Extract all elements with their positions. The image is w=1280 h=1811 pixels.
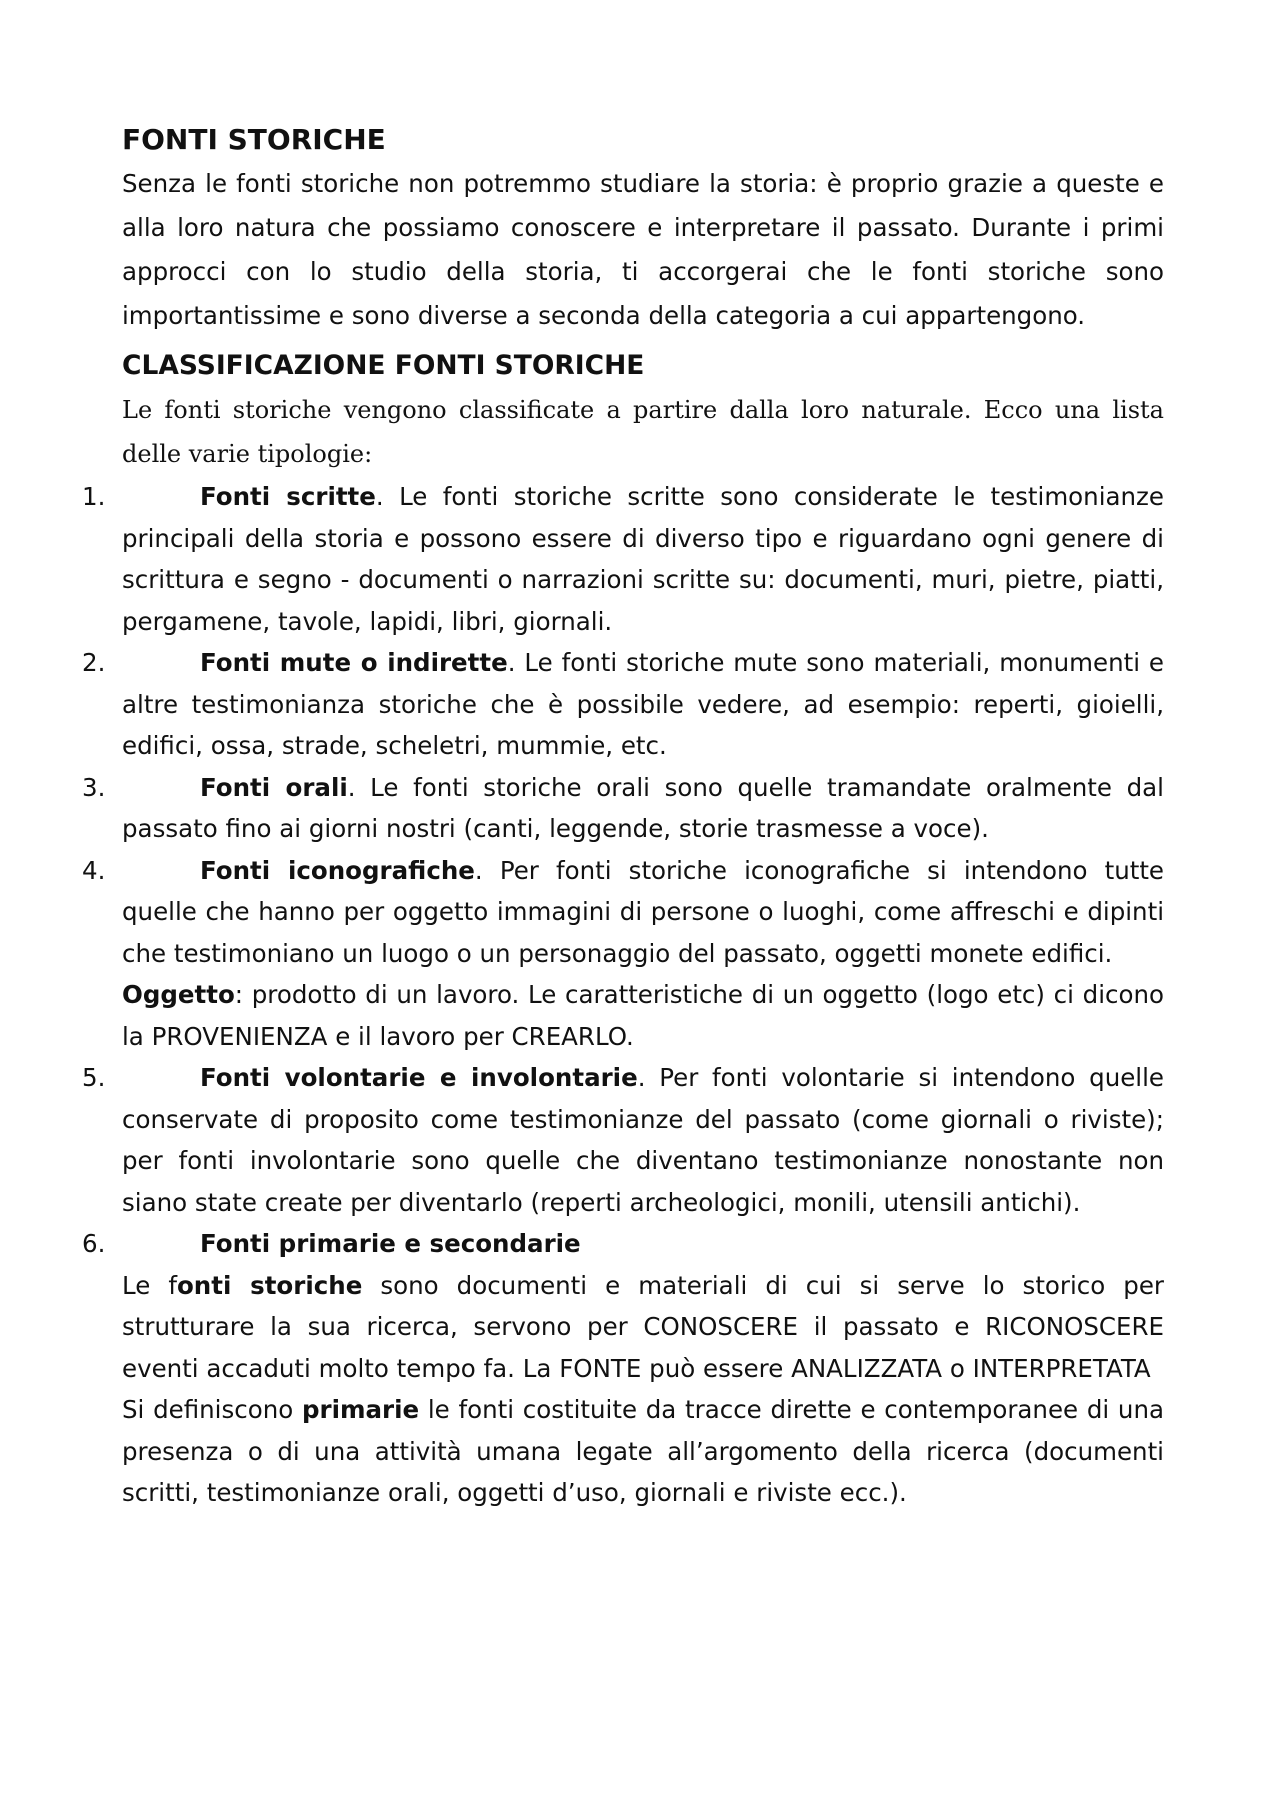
document-body [82, 118, 1165, 1514]
list-item [82, 1223, 1164, 1514]
list-item [82, 850, 1165, 1058]
oggetto-text: : prodotto di un lavoro. Le caratteristiche di un oggetto (logo etc) ci dicono la PROVENIENZA e il lavoro per CREARLO. [122, 980, 1164, 1051]
item-number: 3. [82, 772, 106, 802]
primarie-pre: Si definiscono [122, 1395, 302, 1424]
item-number: 1. [82, 482, 106, 511]
item-text: . Le fonti storiche mute sono materiali, monumenti e altre testimonianza storiche che è possibile vedere, ad esempio: reperti, gioielli, edifici, ossa, strade, scheletri, mummie, etc. [122, 648, 1164, 760]
list-item [82, 1057, 1164, 1223]
item-title: Fonti scritte [200, 482, 376, 511]
oggetto-paragraph [122, 974, 1164, 1057]
item-text: . Le fonti storiche scritte sono considerate le testimonianze principali della storia e possono essere di diverso tipo e riguardano ogni genere di scrittura e segno - documenti o narrazioni scritte su: documenti, muri, pietre, piatti, pergamene, tavole, lapidi, libri, giornali. [122, 482, 1164, 636]
primarie-paragraph [122, 1389, 1164, 1514]
item-number: 4. [82, 855, 106, 885]
intro-paragraph: Senza le fonti storiche non potremmo studiare la storia: è proprio grazie a queste e alla loro natura che possiamo conoscere e interpretare il passato. Durante i primi approcci con lo studio della storia, ti accorgerai che le fonti storiche sono importantissime e sono diverse a seconda della categoria a cui appartengono. [122, 169, 1164, 330]
item-title: Fonti iconografiche [200, 855, 475, 885]
item-title: Fonti mute o indirette [200, 648, 508, 677]
section-intro: Le fonti storiche vengono classificate a partire dalla loro naturale. Ecco una lista delle varie tipologie: [122, 396, 1164, 468]
fonti-paragraph [122, 1265, 1164, 1390]
item-text: . Per fonti storiche iconografiche si intendono tutte quelle che hanno per oggetto immagini di persone o luoghi, come affreschi e dipinti che testimoniano un luogo o un personaggio del passato, oggetti monete edifici. [122, 855, 1165, 968]
list-item [82, 476, 1164, 642]
oggetto-label: Oggetto [122, 980, 235, 1009]
section-title: CLASSIFICAZIONE FONTI STORICHE [122, 350, 645, 381]
item-text: . Le fonti storiche orali sono quelle tramandate oralmente dal passato fino ai giorni nostri (canti, leggende, storie trasmesse a voce). [122, 772, 1164, 843]
page-title: FONTI STORICHE [122, 123, 386, 156]
list-item [82, 767, 1164, 850]
item-number: 6. [82, 1229, 106, 1258]
primarie-text: le fonti costituite da tracce dirette e contemporanee di una presenza o di una attività umana legate all’argomento della ricerca (documenti scritti, testimonianze orali, oggetti d’uso, giornali e riviste ecc.). [122, 1395, 1164, 1507]
primarie-bold: primarie [301, 1395, 420, 1424]
item-title: Fonti volontarie e involontarie [200, 1063, 638, 1092]
fonti-text: sono documenti e materiali di cui si serve lo storico per strutturare la sua ricerca, servono per CONOSCERE il passato e RICONOSCERE eventi accaduti molto tempo fa. La FONTE può essere ANALIZZATA o INTERPRETATA [122, 1270, 1164, 1383]
fonti-bold: onti storiche [176, 1270, 363, 1300]
item-number: 5. [82, 1063, 106, 1092]
item-title: Fonti primarie e secondarie [200, 1229, 581, 1258]
item-title: Fonti orali [200, 772, 348, 802]
sources-list [82, 476, 1165, 1514]
item-text: . Per fonti volontarie si intendono quelle conservate di proposito come testimonianze del passato (come giornali o riviste); per fonti involontarie sono quelle che diventano testimonianze nonostante non siano state create per diventarlo (reperti archeologici, monili, utensili antichi). [122, 1063, 1164, 1217]
list-item [82, 642, 1164, 767]
item-number: 2. [82, 648, 106, 677]
fonti-pre: Le f [122, 1270, 177, 1300]
